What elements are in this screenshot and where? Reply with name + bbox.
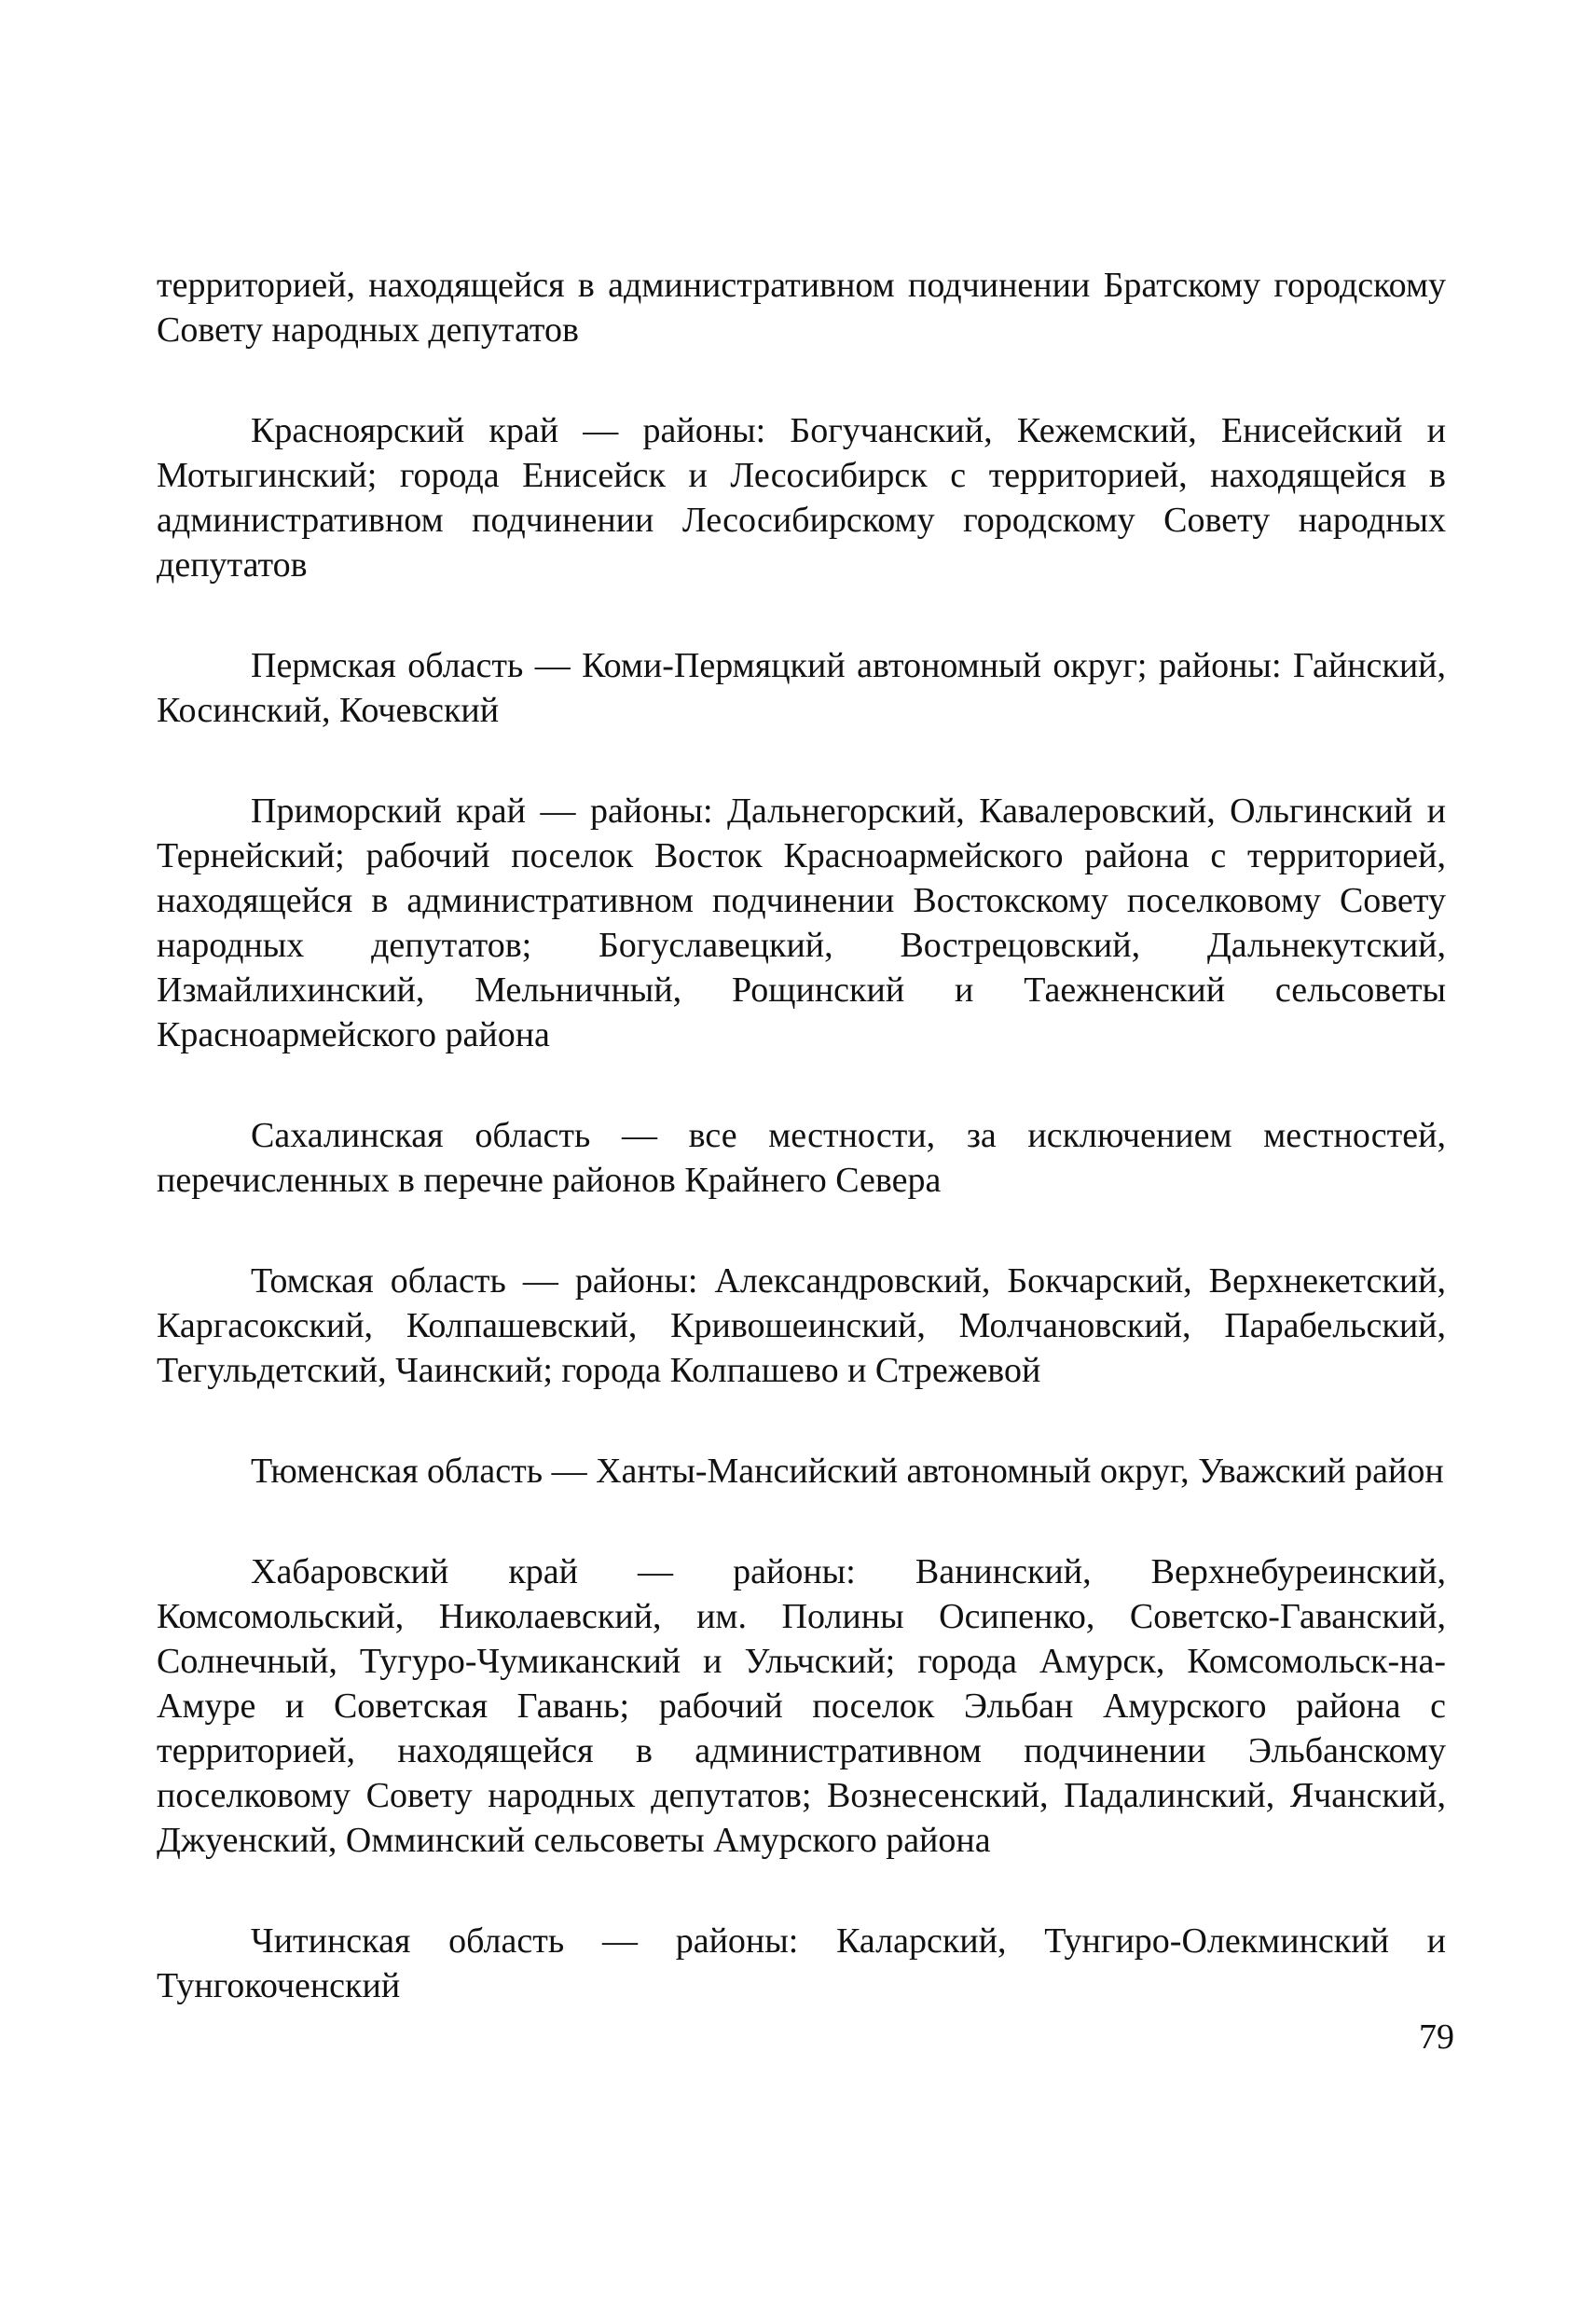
- paragraph-tyumen: Тюменская область — Ханты-Мансийский автономный округ, Уважский район: [251, 1452, 1444, 1491]
- paragraph-tomsk: Томская область — районы: Александровский, Бокчарский, Верхнекетский, Каргасокский, Колпашевский, Кривошеинский, Молчановский, Парабельский, Тегульдетский, Чаинский; города Колпашево и Стрежевой: [157, 1261, 1446, 1390]
- paragraph-continuation: территорией, находящейся в административном подчинении Братскому городскому Совету народных депутатов: [157, 266, 1446, 350]
- paragraph-chita: Читинская область — районы: Каларский, Тунгиро-Олекминский и Тунгокоченский: [157, 1921, 1446, 2005]
- page-number: 79: [1419, 2017, 1454, 2057]
- page-body: [157, 263, 1446, 2008]
- paragraph-primorsky: Приморский край — районы: Дальнегорский, Кавалеровский, Ольгинский и Тернейский; рабочий поселок Восток Красноармейского района с территорией, находящейся в административном подчинении Востокскому поселковому Совету народных депутатов; Богуславецкий, Вострецовский, Дальнекутский, Измайлихинский, Мельничный, Рощинский и Таежненский сельсоветы Красноармейского района: [157, 792, 1446, 1054]
- paragraph-khabarovsk: Хабаровский край — районы: Ванинский, Верхнебуреинский, Комсомольский, Николаевский, им. Полины Осипенко, Советско-Гаванский, Солнечный, Тугуро-Чумиканский и Ульчский; города Амурск, Комсомольск-на-Амуре и Советская Гавань; рабочий поселок Эльбан Амурского района с территорией, находящейся в административном подчинении Эльбанскому поселковому Совету народных депутатов; Вознесенский, Падалинский, Ячанский, Джуенский, Омминский сельсоветы Амурского района: [157, 1552, 1446, 1860]
- paragraph-perm: Пермская область — Коми-Пермяцкий автономный округ; районы: Гайнский, Косинский, Кочевский: [157, 646, 1446, 730]
- paragraph-krasnoyarsk: Красноярский край — районы: Богучанский, Кежемский, Енисейский и Мотыгинский; города Енисейск и Лесосибирск с территорией, находящейся в административном подчинении Лесосибирскому городскому Совету народных депутатов: [157, 411, 1446, 585]
- paragraph-sakhalin: Сахалинская область — все местности, за исключением местностей, перечисленных в перечне районов Крайнего Севера: [157, 1116, 1446, 1200]
